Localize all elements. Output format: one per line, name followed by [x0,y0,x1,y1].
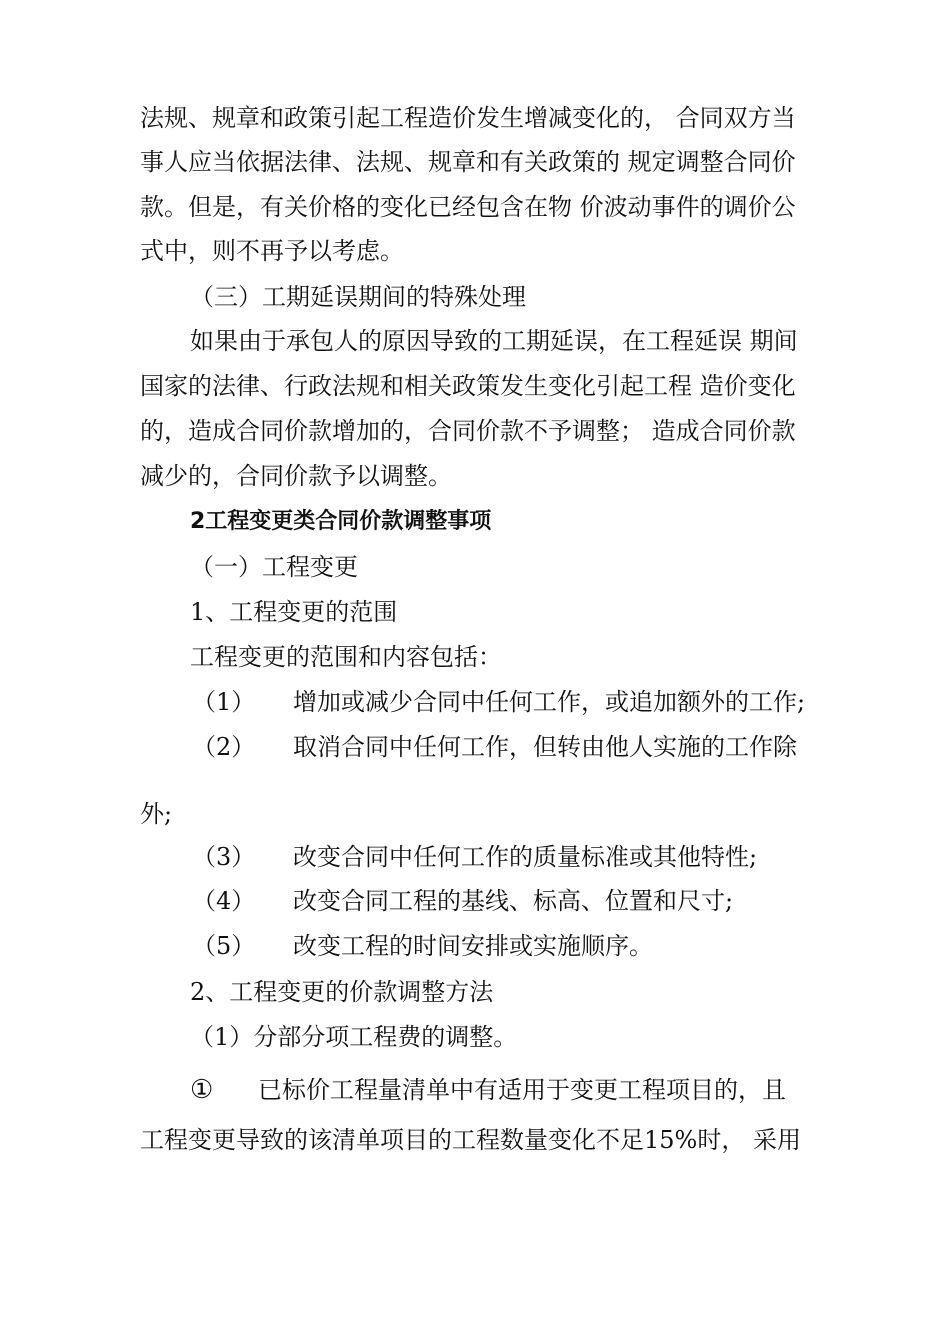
list-item-number: （3） [192,843,256,871]
list-item-text: 取消合同中任何工作，但转由他人实施的工作除 [293,733,797,761]
paragraph-line: 工程变更导致的该清单项目的工程数量变化不足15%时， 采用 [140,1126,801,1154]
list-item-number: （5） [192,932,256,960]
paragraph-line: 已标价工程量清单中有适用于变更工程项目的，且 [258,1076,786,1104]
subheading-item-cost: （1）分部分项工程费的调整。 [190,1023,518,1051]
list-item-text: 改变合同中任何工作的质量标准或其他特性; [293,843,758,871]
list-item-text: 增加或减少合同中任何工作，或追加额外的工作; [293,688,806,716]
list-item-continuation: 外; [140,800,173,828]
paragraph-line: 式中，则不再予以考虑。 [140,237,404,265]
list-item-number: （4） [192,887,256,915]
subheading-scope: 1、工程变更的范围 [190,598,398,626]
paragraph-line: 款。但是，有关价格的变化已经包含在物 价波动事件的调价公 [140,193,796,221]
list-item-text: 改变合同工程的基线、标高、位置和尺寸; [293,887,734,915]
paragraph-line: 的，造成合同价款增加的，合同价款不予调整； 造成合同价款 [140,417,796,445]
paragraph-line: 减少的，合同价款予以调整。 [140,462,452,490]
paragraph-line: 事人应当依据法律、法规、规章和有关政策的 规定调整合同价 [140,148,796,176]
subheading-price-adjustment: 2、工程变更的价款调整方法 [190,978,494,1006]
list-item-text: 改变工程的时间安排或实施顺序。 [293,932,653,960]
scope-intro: 工程变更的范围和内容包括： [190,643,502,671]
paragraph-line: 国家的法律、行政法规和相关政策发生变化引起工程 造价变化 [140,372,796,400]
circled-number: ① [190,1075,214,1105]
paragraph-line: 法规、规章和政策引起工程造价发生增减变化的， 合同双方当 [140,104,796,132]
section-title: 2工程变更类合同价款调整事项 [190,509,492,534]
paragraph-line: 如果由于承包人的原因导致的工期延误，在工程延误 期间 [190,327,798,355]
subheading-delay: （三）工期延误期间的特殊处理 [190,283,526,311]
list-item-number: （1） [192,688,256,716]
subheading-engineering-change: （一）工程变更 [190,553,358,581]
list-item-number: （2） [192,733,256,761]
